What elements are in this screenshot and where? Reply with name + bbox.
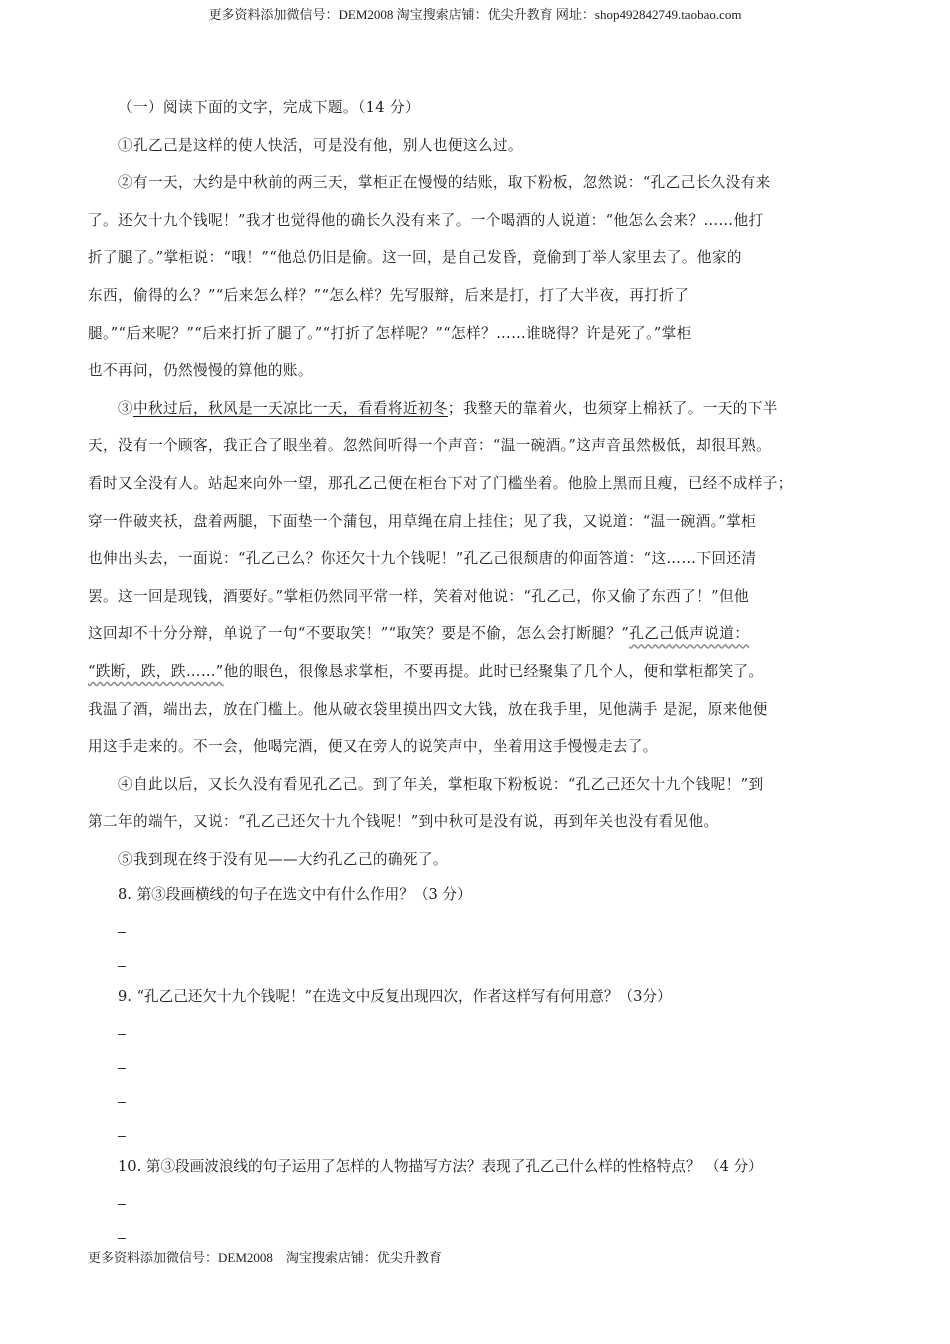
page-footer: 更多资料添加微信号：DEM2008 淘宝搜索店铺：优尖升教育 [88, 1250, 442, 1265]
text-line: 穿一件破夹袄，盘着两腿，下面垫一个蒲包，用草绳在肩上挂住；见了我，又说道：“温一碗酒。”掌柜 [88, 512, 757, 530]
text-line: ②有一天，大约是中秋前的两三天，掌柜正在慢慢的结账，取下粉板，忽然说：“孔乙己长久没有来 [118, 174, 771, 192]
text-span: 他的眼色，很像恳求掌柜，不要再提。此时已经聚集了几个人，便和掌柜都笑了。 [223, 662, 764, 680]
text-line [88, 390, 864, 428]
paragraph-3 [88, 390, 864, 766]
text-line: 折了腿了。”掌柜说：“哦！”“他总仍旧是偷。这一回，是自己发昏，竟偷到丁举人家里去了。他家的 [88, 249, 742, 267]
text-line: 第二年的端午，又说：“孔乙己还欠十九个钱呢！”到中秋可是没有说，再到年关也没有看见他。 [88, 813, 719, 831]
text-line: 我温了酒，端出去，放在门槛上。他从破衣袋里摸出四文大钱，放在我手里，见他满手 是泥，原来他便 [88, 700, 768, 718]
wavy-underlined-sentence: 孔乙己低声说道： [629, 625, 750, 643]
section-title: （一）阅读下面的文字，完成下题。（14 分） [118, 99, 420, 116]
answer-line[interactable] [88, 1082, 864, 1116]
question-8 [88, 878, 864, 980]
text-line [88, 615, 864, 653]
text-line: 天，没有一个顾客，我正合了眼坐着。忽然间听得一个声音：“温一碗酒。”这声音虽然极低，却很耳熟。 [88, 437, 772, 455]
underlined-sentence: 中秋过后，秋风是一天凉比一天，看看将近初冬 [133, 399, 448, 417]
text-line: ④自此以后，又长久没有看见孔乙己。到了年关，掌柜取下粉板说：“孔乙己还欠十九个钱呢！”到 [118, 775, 764, 793]
paragraph-number: ③ [118, 399, 133, 417]
question-text: 10. 第③段画波浪线的句子运用了怎样的人物描写方法？表现了孔乙己什么样的性格特点？ （4 分） [118, 1158, 763, 1176]
text-line: 东西，偷得的么？”“后来怎么样？”“怎么样？先写服辩，后来是打，打了大半夜，再打折了 [88, 286, 690, 304]
text-span: ；我整天的靠着火，也须穿上棉袄了。一天的下半 [447, 399, 778, 417]
answer-line[interactable] [88, 946, 864, 980]
text-line: 也伸出头去，一面说：“孔乙己么？你还欠十九个钱呢！”孔乙己很颓唐的仰面答道：“这……下回还清 [88, 550, 757, 568]
question-9 [88, 980, 864, 1150]
text-span: 这回却不十分分辩，单说了一句“不要取笑！”“取笑？要是不偷，怎么会打断腿？” [88, 625, 630, 643]
question-10 [88, 1150, 864, 1252]
paragraph-5: ⑤我到现在终于没有见——大约孔乙己的确死了。 [118, 850, 448, 868]
paragraph-4 [88, 766, 864, 841]
text-line: 腿。”“后来呢？”“后来打折了腿了。”“打折了怎样呢？”“怎样？……谁晓得？许是死了。”掌柜 [88, 324, 692, 342]
text-line: 罢。这一回是现钱，酒要好。”掌柜仍然同平常一样，笑着对他说：“孔乙己，你又偷了东西了！”但他 [88, 587, 750, 605]
answer-line[interactable] [88, 1184, 864, 1218]
paragraph-2 [88, 164, 864, 390]
text-line: 也不再问，仍然慢慢的算他的账。 [88, 362, 313, 380]
document-body [88, 89, 864, 1252]
answer-line[interactable] [88, 1048, 864, 1082]
text-line: 用这手走来的。不一会，他喝完酒，便又在旁人的说笑声中，坐着用这手慢慢走去了。 [88, 738, 658, 756]
text-line [88, 653, 864, 691]
wavy-underlined-sentence: “跌断，跌，跌……” [88, 662, 224, 680]
page-header: 更多资料添加微信号：DEM2008 淘宝搜索店铺：优尖升教育 网址：shop492842749.taobao.com [208, 7, 742, 22]
text-line: 看时又全没有人。站起来向外一望，那孔乙己便在柜台下对了门槛坐着。他脸上黑而且瘦，已经不成样子； [88, 474, 793, 492]
question-text: 8. 第③段画横线的句子在选文中有什么作用？（3 分） [118, 886, 472, 904]
answer-line[interactable] [88, 912, 864, 946]
paragraph-1: ①孔乙己是这样的使人快活，可是没有他，别人也便这么过。 [118, 136, 523, 154]
text-line: 了。还欠十九个钱呢！”我才也觉得他的确长久没有来了。一个喝酒的人说道：“他怎么会来？……他打 [88, 211, 764, 229]
question-text: 9. “孔乙己还欠十九个钱呢！”在选文中反复出现四次，作者这样写有何用意？（3分） [118, 988, 672, 1006]
answer-line[interactable] [88, 1014, 864, 1048]
answer-line[interactable] [88, 1116, 864, 1150]
